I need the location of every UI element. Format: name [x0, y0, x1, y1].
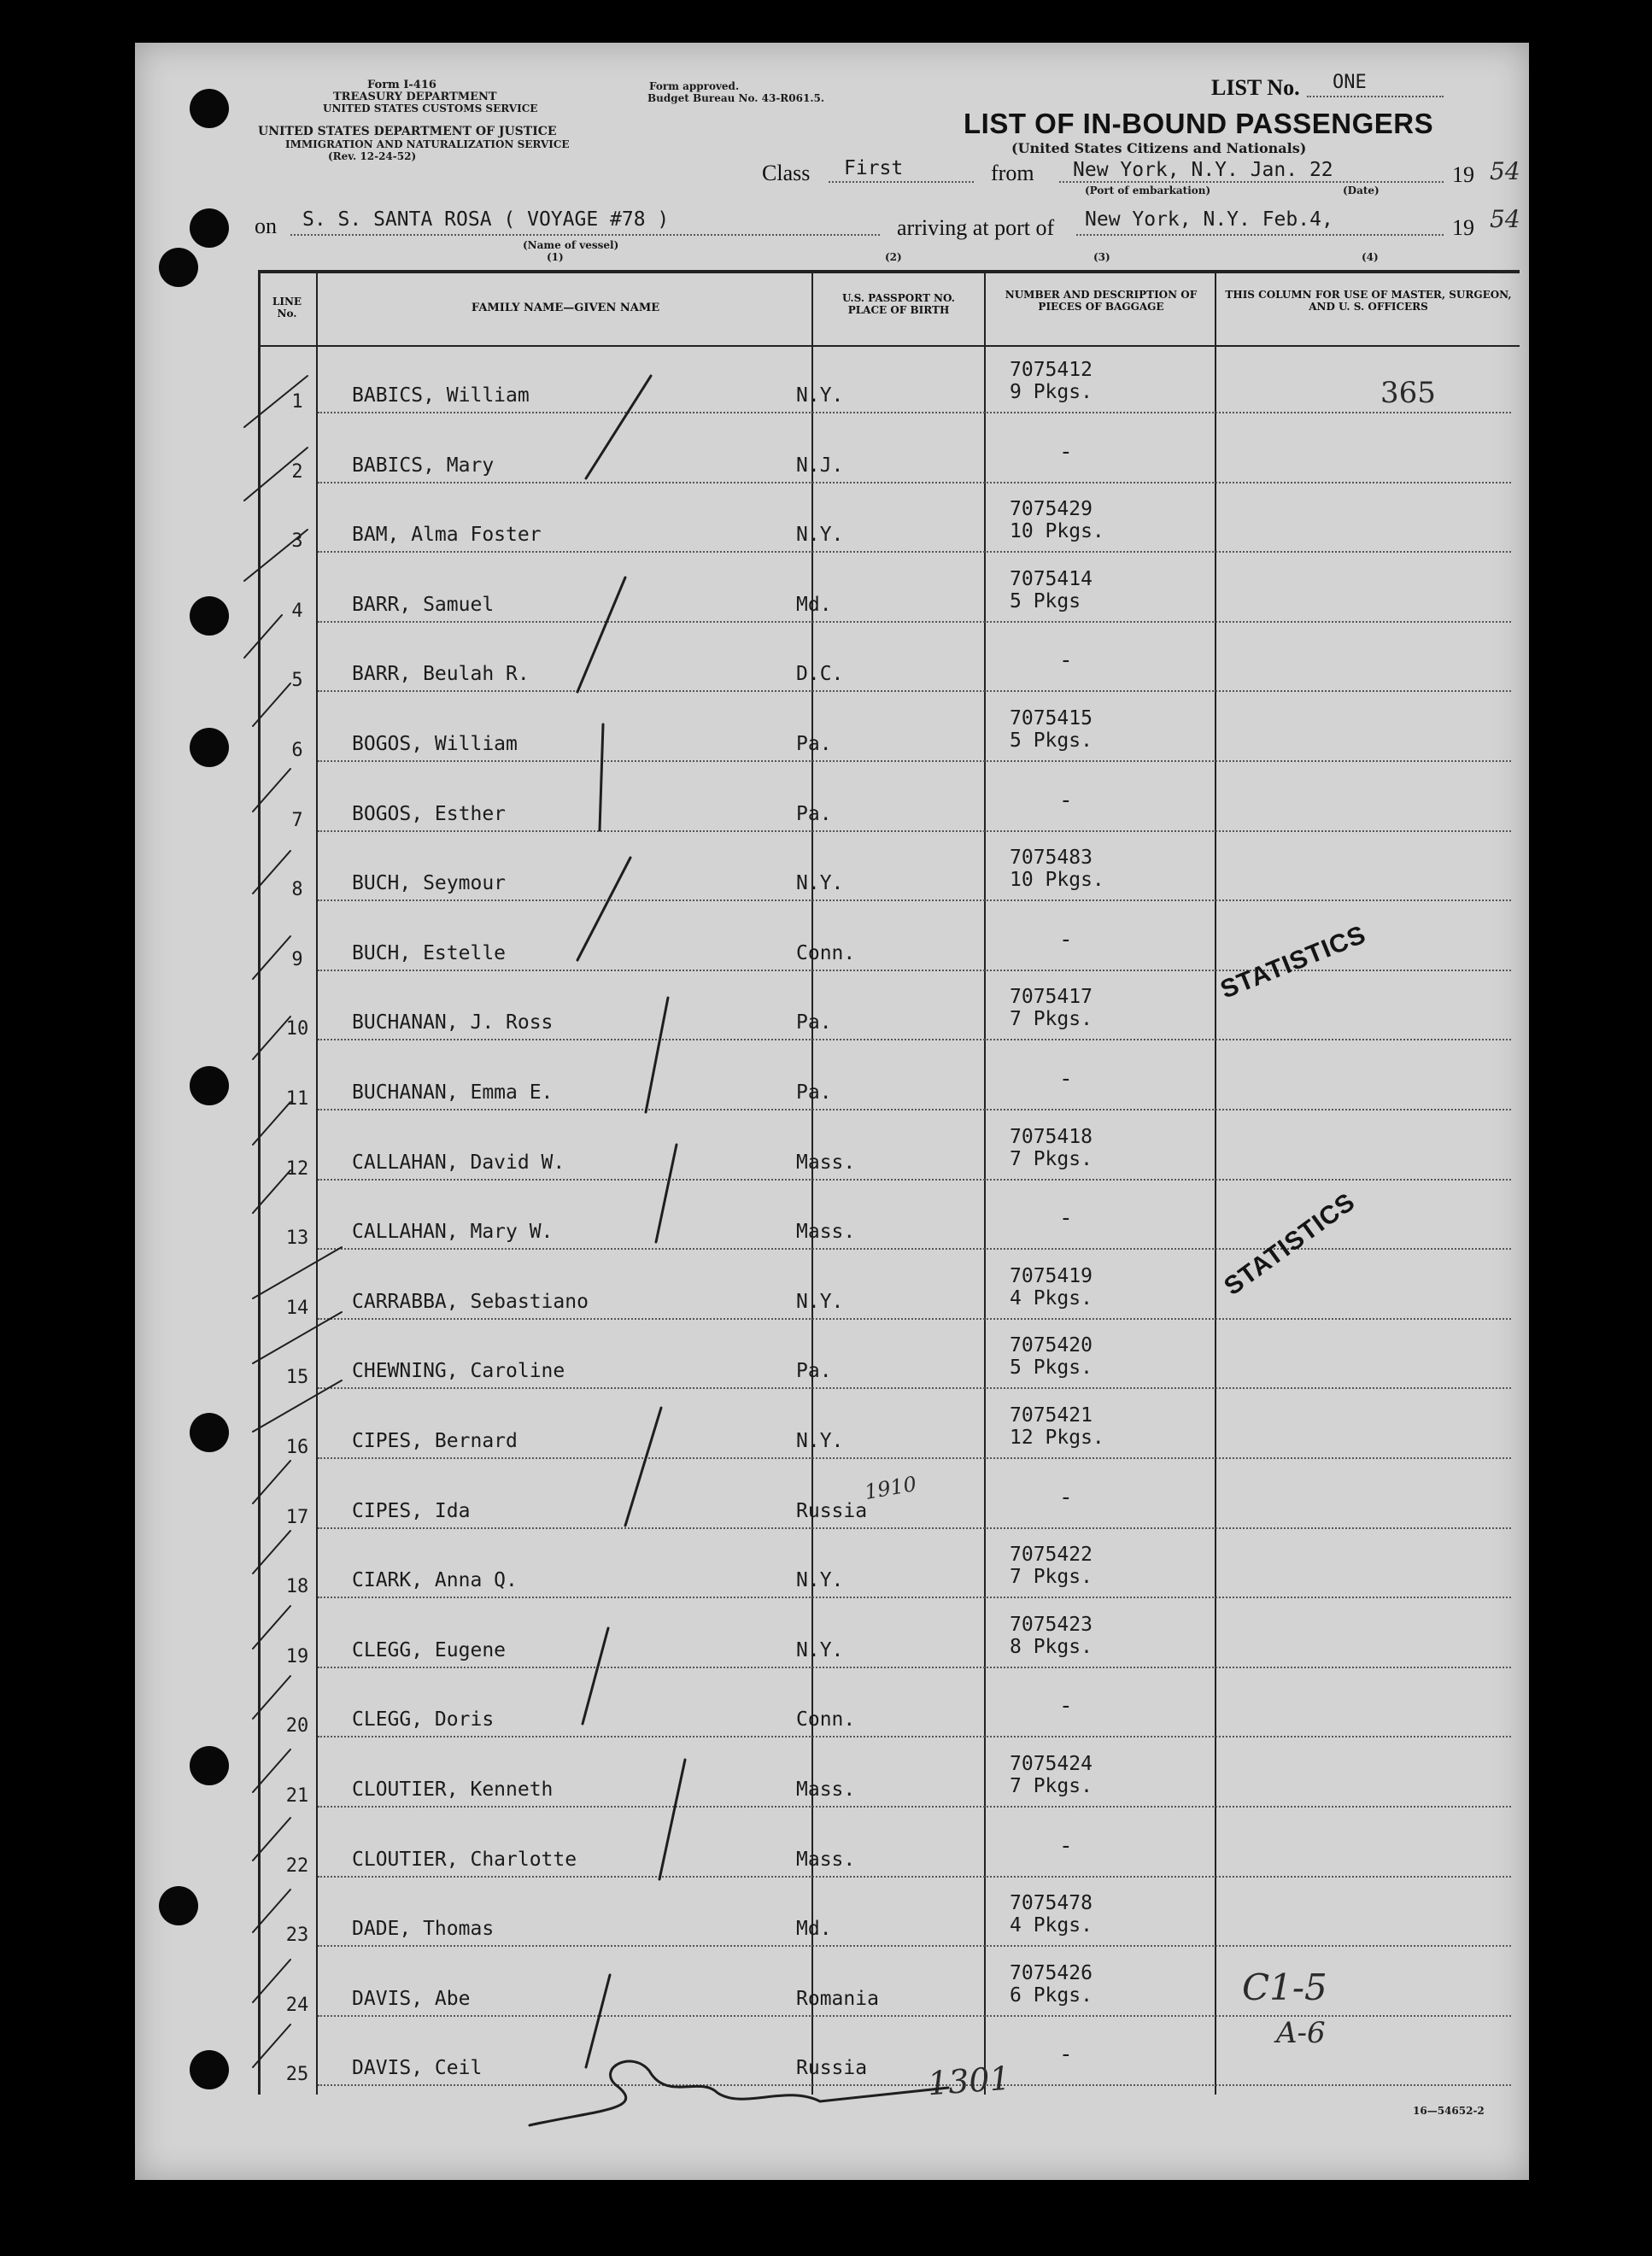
line-number: 17	[285, 1506, 309, 1528]
place-of-birth: Pa.	[796, 1011, 832, 1034]
year-prefix-2: 19	[1452, 215, 1474, 240]
baggage-pieces: 8 Pkgs.	[1010, 1635, 1093, 1658]
check-mark	[625, 1408, 661, 1526]
check-mark	[586, 1975, 610, 2067]
passenger-name: BARR, Samuel	[352, 593, 495, 616]
baggage-pieces: 7 Pkgs.	[1010, 1566, 1093, 1589]
col-line-no: LINE No.	[272, 296, 302, 319]
check-mark	[659, 1760, 685, 1879]
place-of-birth: Conn.	[796, 941, 856, 964]
place-of-birth: Mass.	[796, 1778, 856, 1801]
list-no-label: LIST No.	[1211, 75, 1300, 100]
passenger-name: CLEGG, Eugene	[352, 1638, 507, 1661]
passenger-name: CLOUTIER, Kenneth	[352, 1778, 554, 1801]
line-number: 16	[285, 1437, 309, 1458]
col-passport: U.S. PASSPORT NO. PLACE OF BIRTH	[842, 292, 955, 316]
line-number: 11	[285, 1088, 309, 1110]
line-number: 6	[291, 740, 303, 761]
place-of-birth: D.C.	[796, 663, 844, 686]
baggage-number: 7075423	[1010, 1613, 1093, 1636]
port-caption: (Port of embarkation)	[1085, 185, 1211, 196]
passenger-name: CHEWNING, Caroline	[352, 1360, 565, 1383]
passenger-name: CLEGG, Doris	[352, 1708, 495, 1732]
passenger-name: DAVIS, Abe	[352, 1987, 471, 2010]
place-of-birth: N.Y.	[796, 872, 844, 895]
date-caption: (Date)	[1343, 185, 1380, 196]
line-number: 9	[291, 948, 303, 970]
place-of-birth: Russia	[796, 2057, 868, 2080]
line-number: 20	[285, 1715, 309, 1737]
check-mark	[583, 1628, 608, 1724]
col-officers: THIS COLUMN FOR USE OF MASTER, SURGEON, AND U. S. OFFICERS	[1225, 289, 1512, 313]
baggage-pieces: 5 Pkgs	[1010, 589, 1081, 612]
line-number: 5	[291, 670, 303, 692]
place-of-birth: Romania	[796, 1987, 879, 2010]
baggage-pieces: -	[1059, 1693, 1073, 1720]
place-of-birth: N.Y.	[796, 1638, 844, 1661]
passenger-name: BUCHANAN, Emma E.	[352, 1081, 554, 1104]
baggage-number: 7075483	[1010, 847, 1093, 870]
class-label: Class	[762, 161, 811, 185]
year-2: 54	[1490, 205, 1520, 233]
baggage-number: 7075417	[1010, 986, 1093, 1009]
place-of-birth: Md.	[796, 1918, 832, 1941]
place-of-birth: N.Y.	[796, 384, 844, 407]
arrival-value: New York, N.Y. Feb.4,	[1085, 208, 1333, 231]
passenger-name: CLOUTIER, Charlotte	[352, 1848, 577, 1871]
form-number: Form I-416	[367, 79, 436, 91]
budget-bureau: Budget Bureau No. 43-R061.5.	[647, 92, 825, 104]
place-of-birth: Pa.	[796, 802, 832, 825]
place-of-birth: Pa.	[796, 1081, 832, 1104]
signature	[530, 2061, 948, 2125]
baggage-pieces: -	[1059, 1066, 1073, 1092]
baggage-number: 7075424	[1010, 1753, 1093, 1775]
revision: (Rev. 12-24-52)	[328, 150, 417, 162]
class-value: First	[844, 157, 904, 179]
passenger-name: CALLAHAN, David W.	[352, 1151, 565, 1174]
baggage-pieces: -	[1059, 926, 1073, 952]
passenger-name: CIPES, Ida	[352, 1499, 471, 1522]
officer-number: 365	[1380, 376, 1436, 410]
baggage-number: 7075419	[1010, 1264, 1093, 1287]
baggage-number: 7075429	[1010, 498, 1093, 521]
justice-dept: UNITED STATES DEPARTMENT OF JUSTICE	[258, 125, 557, 138]
place-of-birth: Pa.	[796, 1360, 832, 1383]
tally-strokes	[244, 376, 342, 2067]
place-of-birth: N.J.	[796, 454, 844, 477]
passenger-name: BARR, Beulah R.	[352, 663, 530, 686]
place-of-birth: N.Y.	[796, 1430, 844, 1452]
baggage-pieces: 6 Pkgs.	[1010, 1984, 1093, 2007]
passenger-name: BOGOS, William	[352, 733, 518, 755]
passenger-name: CALLAHAN, Mary W.	[352, 1221, 554, 1244]
from-label: from	[991, 161, 1034, 185]
line-number: 14	[285, 1297, 309, 1319]
place-of-birth: Russia	[796, 1499, 868, 1522]
passenger-name: DADE, Thomas	[352, 1918, 495, 1941]
year-1: 54	[1490, 157, 1520, 185]
baggage-pieces: 10 Pkgs.	[1010, 520, 1104, 543]
check-mark	[656, 1145, 677, 1242]
baggage-pieces: -	[1059, 787, 1073, 813]
officer-code-1: C1-5	[1242, 1966, 1327, 2008]
treasury-dept: TREASURY DEPARTMENT	[333, 91, 497, 103]
passenger-name: CARRABBA, Sebastiano	[352, 1290, 589, 1313]
check-mark	[577, 577, 625, 692]
line-number: 21	[285, 1785, 309, 1807]
line-number: 24	[285, 1994, 309, 2016]
place-of-birth: Mass.	[796, 1151, 856, 1174]
passenger-name: CIARK, Anna Q.	[352, 1569, 518, 1592]
baggage-pieces: 5 Pkgs.	[1010, 1357, 1093, 1380]
passenger-name: BABICS, William	[352, 384, 530, 407]
baggage-pieces: 4 Pkgs.	[1010, 1914, 1093, 1937]
line-number: 25	[285, 2064, 309, 2086]
caption-3: (3)	[1093, 251, 1110, 263]
line-number: 10	[285, 1018, 309, 1040]
place-of-birth: N.Y.	[796, 1290, 844, 1313]
passenger-name: BUCHANAN, J. Ross	[352, 1011, 554, 1034]
check-mark	[577, 858, 630, 960]
baggage-pieces: 7 Pkgs.	[1010, 1008, 1093, 1031]
place-of-birth: Mass.	[796, 1221, 856, 1244]
check-mark	[600, 724, 603, 830]
place-of-birth: Mass.	[796, 1848, 856, 1871]
line-number: 8	[291, 879, 303, 901]
baggage-pieces: -	[1059, 438, 1073, 465]
baggage-pieces: 7 Pkgs.	[1010, 1775, 1093, 1797]
passenger-name: BOGOS, Esther	[352, 802, 507, 825]
page-title: LIST OF IN-BOUND PASSENGERS	[964, 108, 1434, 139]
line-number: 1	[291, 391, 303, 413]
line-number: 23	[285, 1925, 309, 1947]
baggage-pieces: 9 Pkgs.	[1010, 381, 1093, 403]
line-number: 19	[285, 1645, 309, 1667]
caption-1: (1)	[547, 251, 564, 263]
baggage-number: 7075421	[1010, 1404, 1093, 1427]
baggage-pieces: 10 Pkgs.	[1010, 869, 1104, 892]
statistics-stamp: STATISTICS	[1216, 920, 1370, 1005]
vessel-name: S. S. SANTA ROSA ( VOYAGE #78 )	[302, 208, 670, 231]
check-mark	[646, 998, 668, 1112]
place-of-birth: Conn.	[796, 1708, 856, 1732]
form-code: 16—54652-2	[1413, 2105, 1485, 2117]
form-approved: Form approved.	[649, 80, 740, 92]
baggage-pieces: 5 Pkgs.	[1010, 730, 1093, 752]
passenger-name: DAVIS, Ceil	[352, 2057, 483, 2080]
on-label: on	[255, 214, 277, 238]
line-number: 2	[291, 460, 303, 483]
baggage-pieces: -	[1059, 1484, 1073, 1510]
line-number: 3	[291, 530, 303, 553]
baggage-pieces: -	[1059, 1205, 1073, 1232]
baggage-pieces: -	[1059, 1832, 1073, 1859]
baggage-number: 7075420	[1010, 1334, 1093, 1357]
col-name: FAMILY NAME—GIVEN NAME	[471, 302, 660, 314]
vessel-caption: (Name of vessel)	[523, 239, 619, 251]
baggage-pieces: -	[1059, 648, 1073, 674]
line-number: 22	[285, 1855, 309, 1877]
baggage-number: 7075412	[1010, 359, 1093, 381]
line-number: 15	[285, 1367, 309, 1389]
place-of-birth: N.Y.	[796, 524, 844, 547]
passenger-name: BAM, Alma Foster	[352, 524, 542, 547]
baggage-pieces: 7 Pkgs.	[1010, 1147, 1093, 1170]
signature-number: 1301	[926, 2059, 1012, 2103]
baggage-number: 7075414	[1010, 567, 1093, 590]
officer-code-2: A-6	[1276, 2016, 1326, 2050]
passenger-name: BUCH, Seymour	[352, 872, 507, 895]
baggage-number: 7075426	[1010, 1961, 1093, 1984]
statistics-stamp: STATISTICS	[1219, 1187, 1361, 1302]
check-mark	[586, 376, 651, 478]
place-of-birth: Md.	[796, 593, 832, 616]
arriving-label: arriving at port of	[897, 215, 1055, 240]
baggage-pieces: -	[1059, 2042, 1073, 2068]
place-of-birth: N.Y.	[796, 1569, 844, 1592]
passenger-name: BUCH, Estelle	[352, 941, 507, 964]
birth-year-note: 1910	[863, 1471, 919, 1505]
from-value: New York, N.Y. Jan. 22	[1073, 159, 1333, 181]
place-of-birth: Pa.	[796, 733, 832, 755]
passenger-name: CIPES, Bernard	[352, 1430, 518, 1452]
ins-service: IMMIGRATION AND NATURALIZATION SERVICE	[285, 138, 570, 150]
caption-2: (2)	[885, 251, 902, 263]
year-prefix-1: 19	[1452, 162, 1474, 187]
customs-service: UNITED STATES CUSTOMS SERVICE	[323, 103, 538, 114]
baggage-number: 7075478	[1010, 1892, 1093, 1915]
line-number: 12	[285, 1157, 309, 1180]
baggage-pieces: 4 Pkgs.	[1010, 1286, 1093, 1310]
line-number: 7	[291, 809, 303, 831]
baggage-pieces: 12 Pkgs.	[1010, 1427, 1104, 1449]
page-subtitle: (United States Citizens and Nationals)	[1011, 140, 1307, 156]
passenger-name: BABICS, Mary	[352, 454, 495, 477]
line-number: 13	[285, 1228, 309, 1250]
list-no-value: ONE	[1333, 72, 1367, 93]
baggage-number: 7075415	[1010, 707, 1093, 730]
line-number: 4	[291, 600, 303, 622]
baggage-number: 7075422	[1010, 1544, 1093, 1567]
caption-4: (4)	[1362, 251, 1379, 263]
line-number: 18	[285, 1576, 309, 1598]
baggage-number: 7075418	[1010, 1125, 1093, 1148]
col-baggage: NUMBER AND DESCRIPTION OF PIECES OF BAGGAGE	[1005, 289, 1198, 313]
